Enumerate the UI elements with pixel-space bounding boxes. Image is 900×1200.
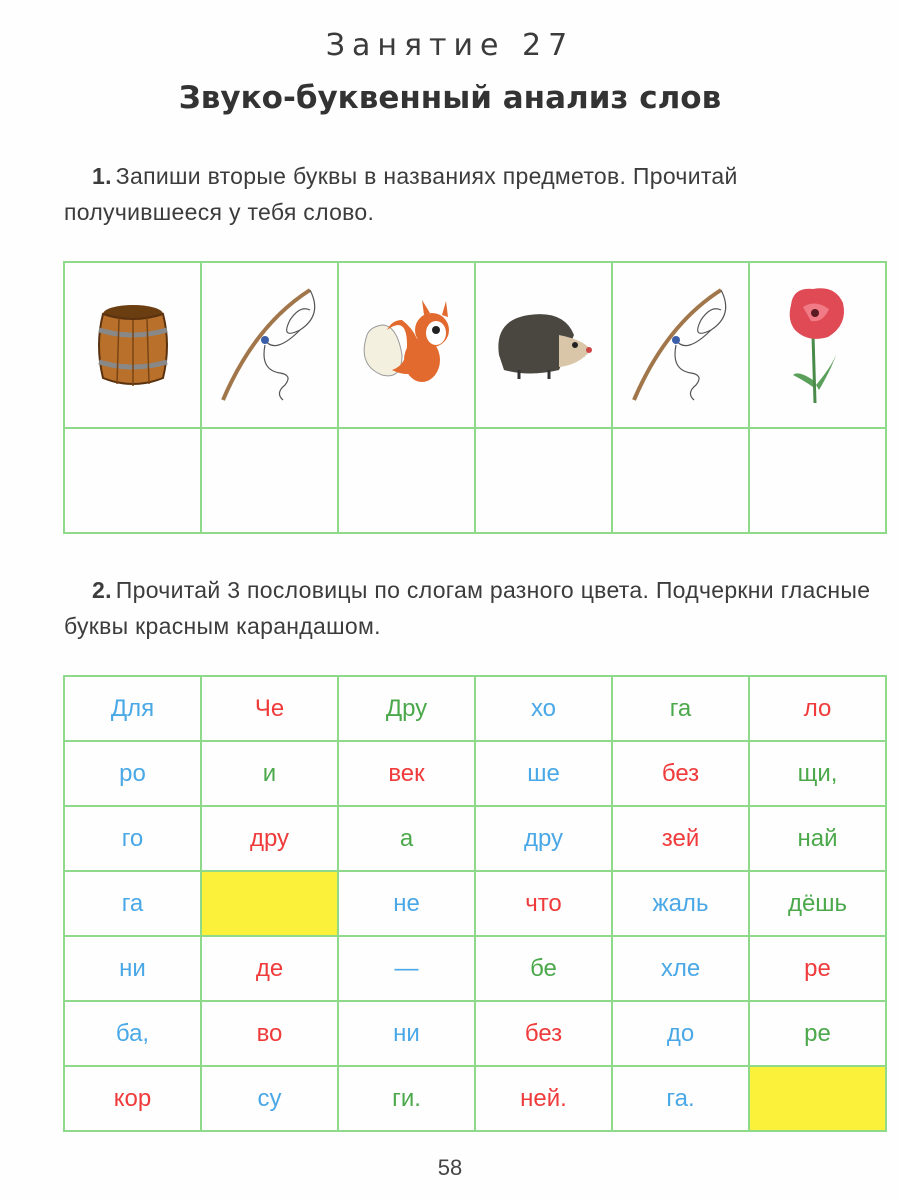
- barrel-icon: [93, 300, 173, 390]
- poppy-flower-icon: [783, 285, 853, 405]
- answer-cell[interactable]: [201, 428, 338, 533]
- syllable-row: [64, 871, 886, 936]
- syllable-cell: бе: [475, 936, 612, 1001]
- answer-cell[interactable]: [612, 428, 749, 533]
- task-2-instructions: [64, 572, 878, 644]
- lesson-heading: Занятие 27: [325, 28, 575, 63]
- picture-row: [64, 262, 886, 428]
- fishing-rod-icon: [215, 285, 325, 405]
- page-number: 58: [437, 1155, 463, 1180]
- picture-cell: [612, 262, 749, 428]
- syllable-cell: ги.: [338, 1066, 475, 1131]
- page-title: Звуко-буквенный анализ слов: [178, 80, 722, 116]
- syllable-row: [64, 741, 886, 806]
- syllable-cell: ло: [749, 676, 886, 741]
- syllable-cell: га.: [612, 1066, 749, 1131]
- picture-cell: [338, 262, 475, 428]
- answer-cell[interactable]: [338, 428, 475, 533]
- task-1-instructions: [64, 158, 878, 230]
- syllable-cell: зей: [612, 806, 749, 871]
- answer-cell[interactable]: [749, 428, 886, 533]
- syllable-cell: ба,: [64, 1001, 201, 1066]
- squirrel-icon: [352, 295, 462, 395]
- syllable-cell: Дру: [338, 676, 475, 741]
- syllable-cell: го: [64, 806, 201, 871]
- task-1-number: 1.: [92, 163, 112, 189]
- syllable-cell: де: [201, 936, 338, 1001]
- task-2-text: Прочитай 3 пословицы по слогам разного цвета. Подчеркни гласные буквы красным карандашом.: [64, 577, 871, 639]
- syllable-cell: кор: [64, 1066, 201, 1131]
- task-2-number: 2.: [92, 577, 112, 603]
- syllable-cell: без: [475, 1001, 612, 1066]
- syllable-cell: а: [338, 806, 475, 871]
- answer-cell[interactable]: [475, 428, 612, 533]
- syllable-cell: га: [64, 871, 201, 936]
- syllable-row: [64, 936, 886, 1001]
- syllable-row: [64, 1066, 886, 1131]
- syllable-row: [64, 1001, 886, 1066]
- syllable-cell: дёшь: [749, 871, 886, 936]
- syllable-cell: ни: [338, 1001, 475, 1066]
- syllable-cell: век: [338, 741, 475, 806]
- answer-cell[interactable]: [64, 428, 201, 533]
- yellow-blank-cell: [749, 1066, 886, 1131]
- picture-cell: [475, 262, 612, 428]
- syllable-cell: во: [201, 1001, 338, 1066]
- syllable-cell: хле: [612, 936, 749, 1001]
- syllable-cell: жаль: [612, 871, 749, 936]
- syllable-cell: ней.: [475, 1066, 612, 1131]
- syllable-cell: до: [612, 1001, 749, 1066]
- syllable-cell: Че: [201, 676, 338, 741]
- syllable-cell: су: [201, 1066, 338, 1131]
- picture-table: [63, 261, 887, 534]
- picture-cell: [64, 262, 201, 428]
- syllable-cell: га: [612, 676, 749, 741]
- syllable-table: [63, 675, 887, 1132]
- task-1-text: Запиши вторые буквы в названиях предметов. Прочитай получившееся у тебя слово.: [64, 163, 738, 225]
- syllable-cell: хо: [475, 676, 612, 741]
- syllable-row: [64, 806, 886, 871]
- syllable-row: [64, 676, 886, 741]
- syllable-cell: най: [749, 806, 886, 871]
- syllable-cell: и: [201, 741, 338, 806]
- hedgehog-icon: [489, 305, 599, 385]
- syllable-cell: ре: [749, 1001, 886, 1066]
- syllable-cell: без: [612, 741, 749, 806]
- syllable-cell: не: [338, 871, 475, 936]
- syllable-cell: щи,: [749, 741, 886, 806]
- syllable-cell: ше: [475, 741, 612, 806]
- picture-cell: [201, 262, 338, 428]
- syllable-cell: ро: [64, 741, 201, 806]
- syllable-cell: дру: [475, 806, 612, 871]
- syllable-cell: что: [475, 871, 612, 936]
- syllable-cell: Для: [64, 676, 201, 741]
- syllable-cell: ре: [749, 936, 886, 1001]
- picture-cell: [749, 262, 886, 428]
- syllable-cell: дру: [201, 806, 338, 871]
- yellow-blank-cell: [201, 871, 338, 936]
- fishing-rod-icon: [626, 285, 736, 405]
- syllable-cell: —: [338, 936, 475, 1001]
- answer-row: [64, 428, 886, 533]
- syllable-cell: ни: [64, 936, 201, 1001]
